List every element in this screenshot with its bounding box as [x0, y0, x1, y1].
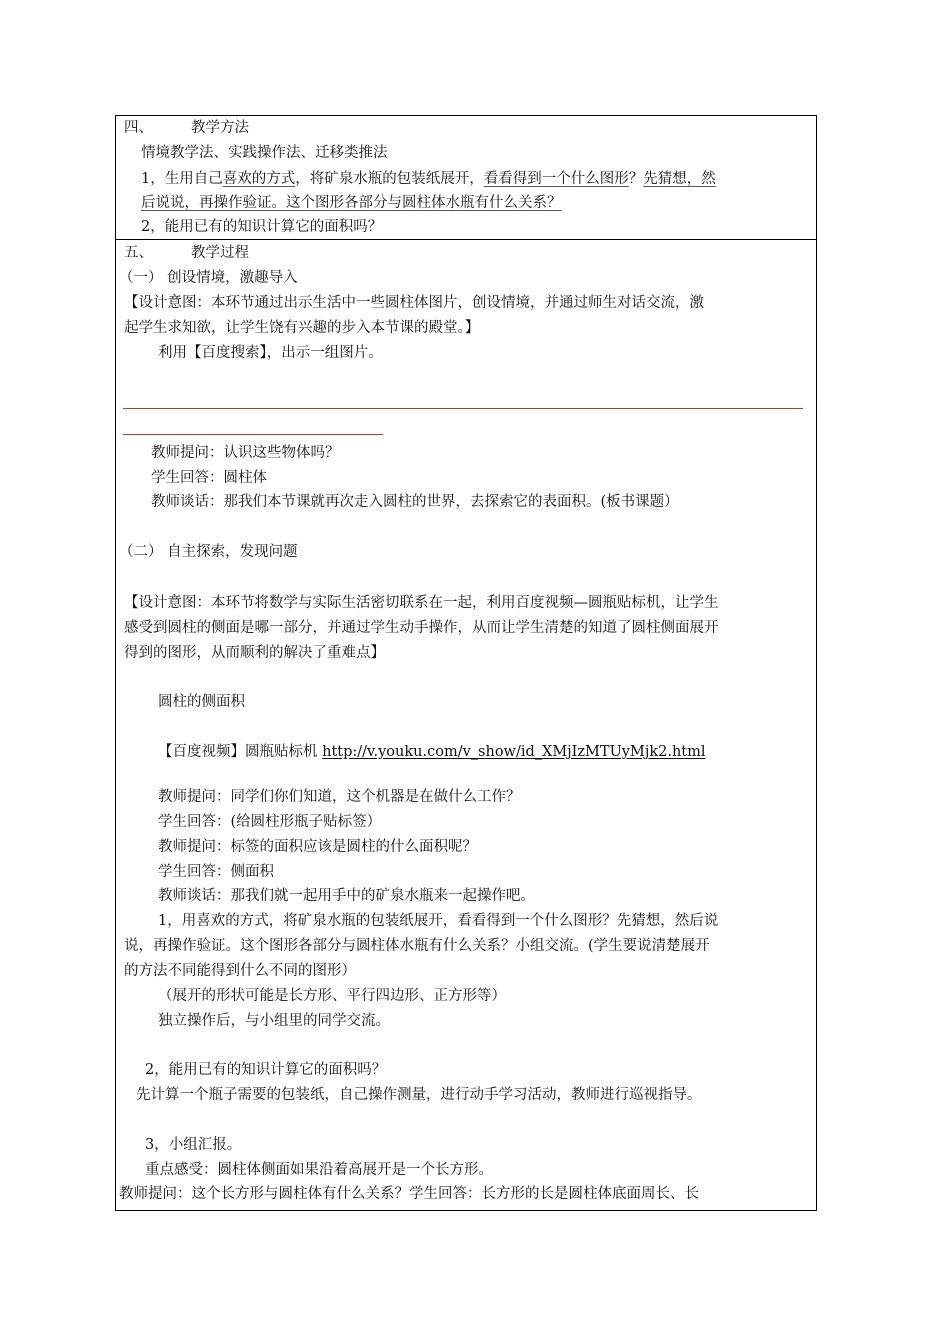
method-item-2: 2，能用已有的知识计算它的面积吗？	[141, 219, 383, 235]
design-intent-1-line-1: 【设计意图：本环节通过出示生活中一些圆柱体图片，创设情境，并通过师生对话交流，激	[124, 295, 704, 311]
design-intent-2-line-3: 得到的图形，从而顺利的解决了重难点】	[124, 645, 385, 661]
video-link[interactable]: http://v.youku.com/v_show/id_XMjIzMTUyMjk2.html	[322, 744, 706, 760]
red-rule-long	[123, 408, 803, 409]
teacher-talk-2: 教师谈话：那我们就一起用手中的矿泉水瓶来一起操作吧。	[158, 888, 535, 904]
method-item-1-part-e: ？	[628, 171, 644, 187]
independent-operation: 独立操作后，与小组里的同学交流。	[158, 1013, 390, 1029]
method-item-1-part-c: ，将矿泉水瓶的包装纸展开，	[295, 171, 484, 187]
teacher-question-1: 教师提问：认识这些物体吗？	[151, 445, 340, 461]
method-item-1-part-b: 喜欢的方式	[222, 171, 296, 187]
possible-shapes: （展开的形状可能是长方形、平行四边形、正方形等）	[158, 988, 506, 1004]
design-intent-1-line-2: 起学生求知欲，让学生饶有兴趣的步入本节课的殿堂。】	[124, 320, 480, 336]
subsection-1-heading: （一） 创设情境，激趣导入	[119, 270, 298, 286]
method-item-1-line-1	[141, 169, 716, 189]
operation-2-detail: 先计算一个瓶子需要的包装纸，自己操作测量，进行动手学习活动，教师进行巡视指导。	[136, 1087, 702, 1103]
student-answer-2: 学生回答：(给圆柱形瓶子贴标签）	[158, 814, 382, 830]
design-intent-2-line-1: 【设计意图：本环节将数学与实际生活密切联系在一起，利用百度视频—圆瓶贴标机，让学生	[124, 595, 719, 611]
operation-1-line-3: 的方法不同能得到什么不同的图形）	[124, 963, 356, 979]
baidu-search-line: 利用【百度搜索】，出示一组图片。	[158, 345, 383, 361]
method-item-1-line-2: 后说说，再操作验证。这个图形各部分与圆柱体水瓶有什么关系？	[141, 195, 562, 211]
subsection-2-heading: （二） 自主探索，发现问题	[119, 544, 298, 560]
section-5-number: 五、	[124, 245, 153, 261]
focus-point: 重点感受：圆柱体侧面如果沿着高展开是一个长方形。	[145, 1162, 493, 1178]
teacher-question-3: 教师提问：标签的面积应该是圆柱的什么面积呢？	[158, 839, 477, 855]
row-divider	[115, 239, 817, 240]
section-5-title: 教学过程	[191, 245, 249, 261]
operation-2: 2，能用已有的知识计算它的面积吗？	[145, 1062, 387, 1078]
teacher-talk-1: 教师谈话：那我们本节课就再次走入圆柱的世界，去探索它的表面积。(板书课题）	[151, 494, 679, 510]
teaching-methods-text: 情境教学法、实践操作法、迁移类推法	[141, 145, 388, 161]
design-intent-2-line-2: 感受到圆柱的侧面是哪一部分，并通过学生动手操作，从而让学生清楚的知道了圆柱侧面展开	[124, 620, 719, 636]
method-item-1-part-a: 1，生用自己	[141, 171, 223, 187]
baidu-video-label: 【百度视频】圆瓶贴标机	[158, 744, 323, 760]
baidu-video-line	[158, 742, 706, 762]
section-4-title: 教学方法	[191, 120, 249, 136]
red-rule-short	[123, 434, 383, 435]
teacher-question-4: 教师提问：这个长方形与圆柱体有什么关系？学生回答：长方形的长是圆柱体底面周长、长	[119, 1186, 699, 1202]
side-area-heading: 圆柱的侧面积	[158, 694, 245, 710]
teacher-question-2: 教师提问：同学们你们知道，这个机器是在做什么工作？	[158, 789, 521, 805]
student-answer-3: 学生回答：侧面积	[158, 864, 274, 880]
method-item-1-part-f: 先猜想，然	[643, 171, 716, 187]
operation-1-line-2: 说，再操作验证。这个图形各部分与圆柱体水瓶有什么关系？小组交流。(学生要说清楚展开	[124, 938, 710, 954]
student-answer-1: 学生回答：圆柱体	[151, 470, 267, 486]
method-item-1-part-d: 看看得到一个什么图形	[483, 171, 629, 187]
section-4-number: 四、	[124, 120, 153, 136]
operation-1-line-1: 1，用喜欢的方式，将矿泉水瓶的包装纸展开，看看得到一个什么图形？先猜想，然后说	[158, 913, 719, 929]
operation-3: 3，小组汇报。	[145, 1137, 242, 1153]
